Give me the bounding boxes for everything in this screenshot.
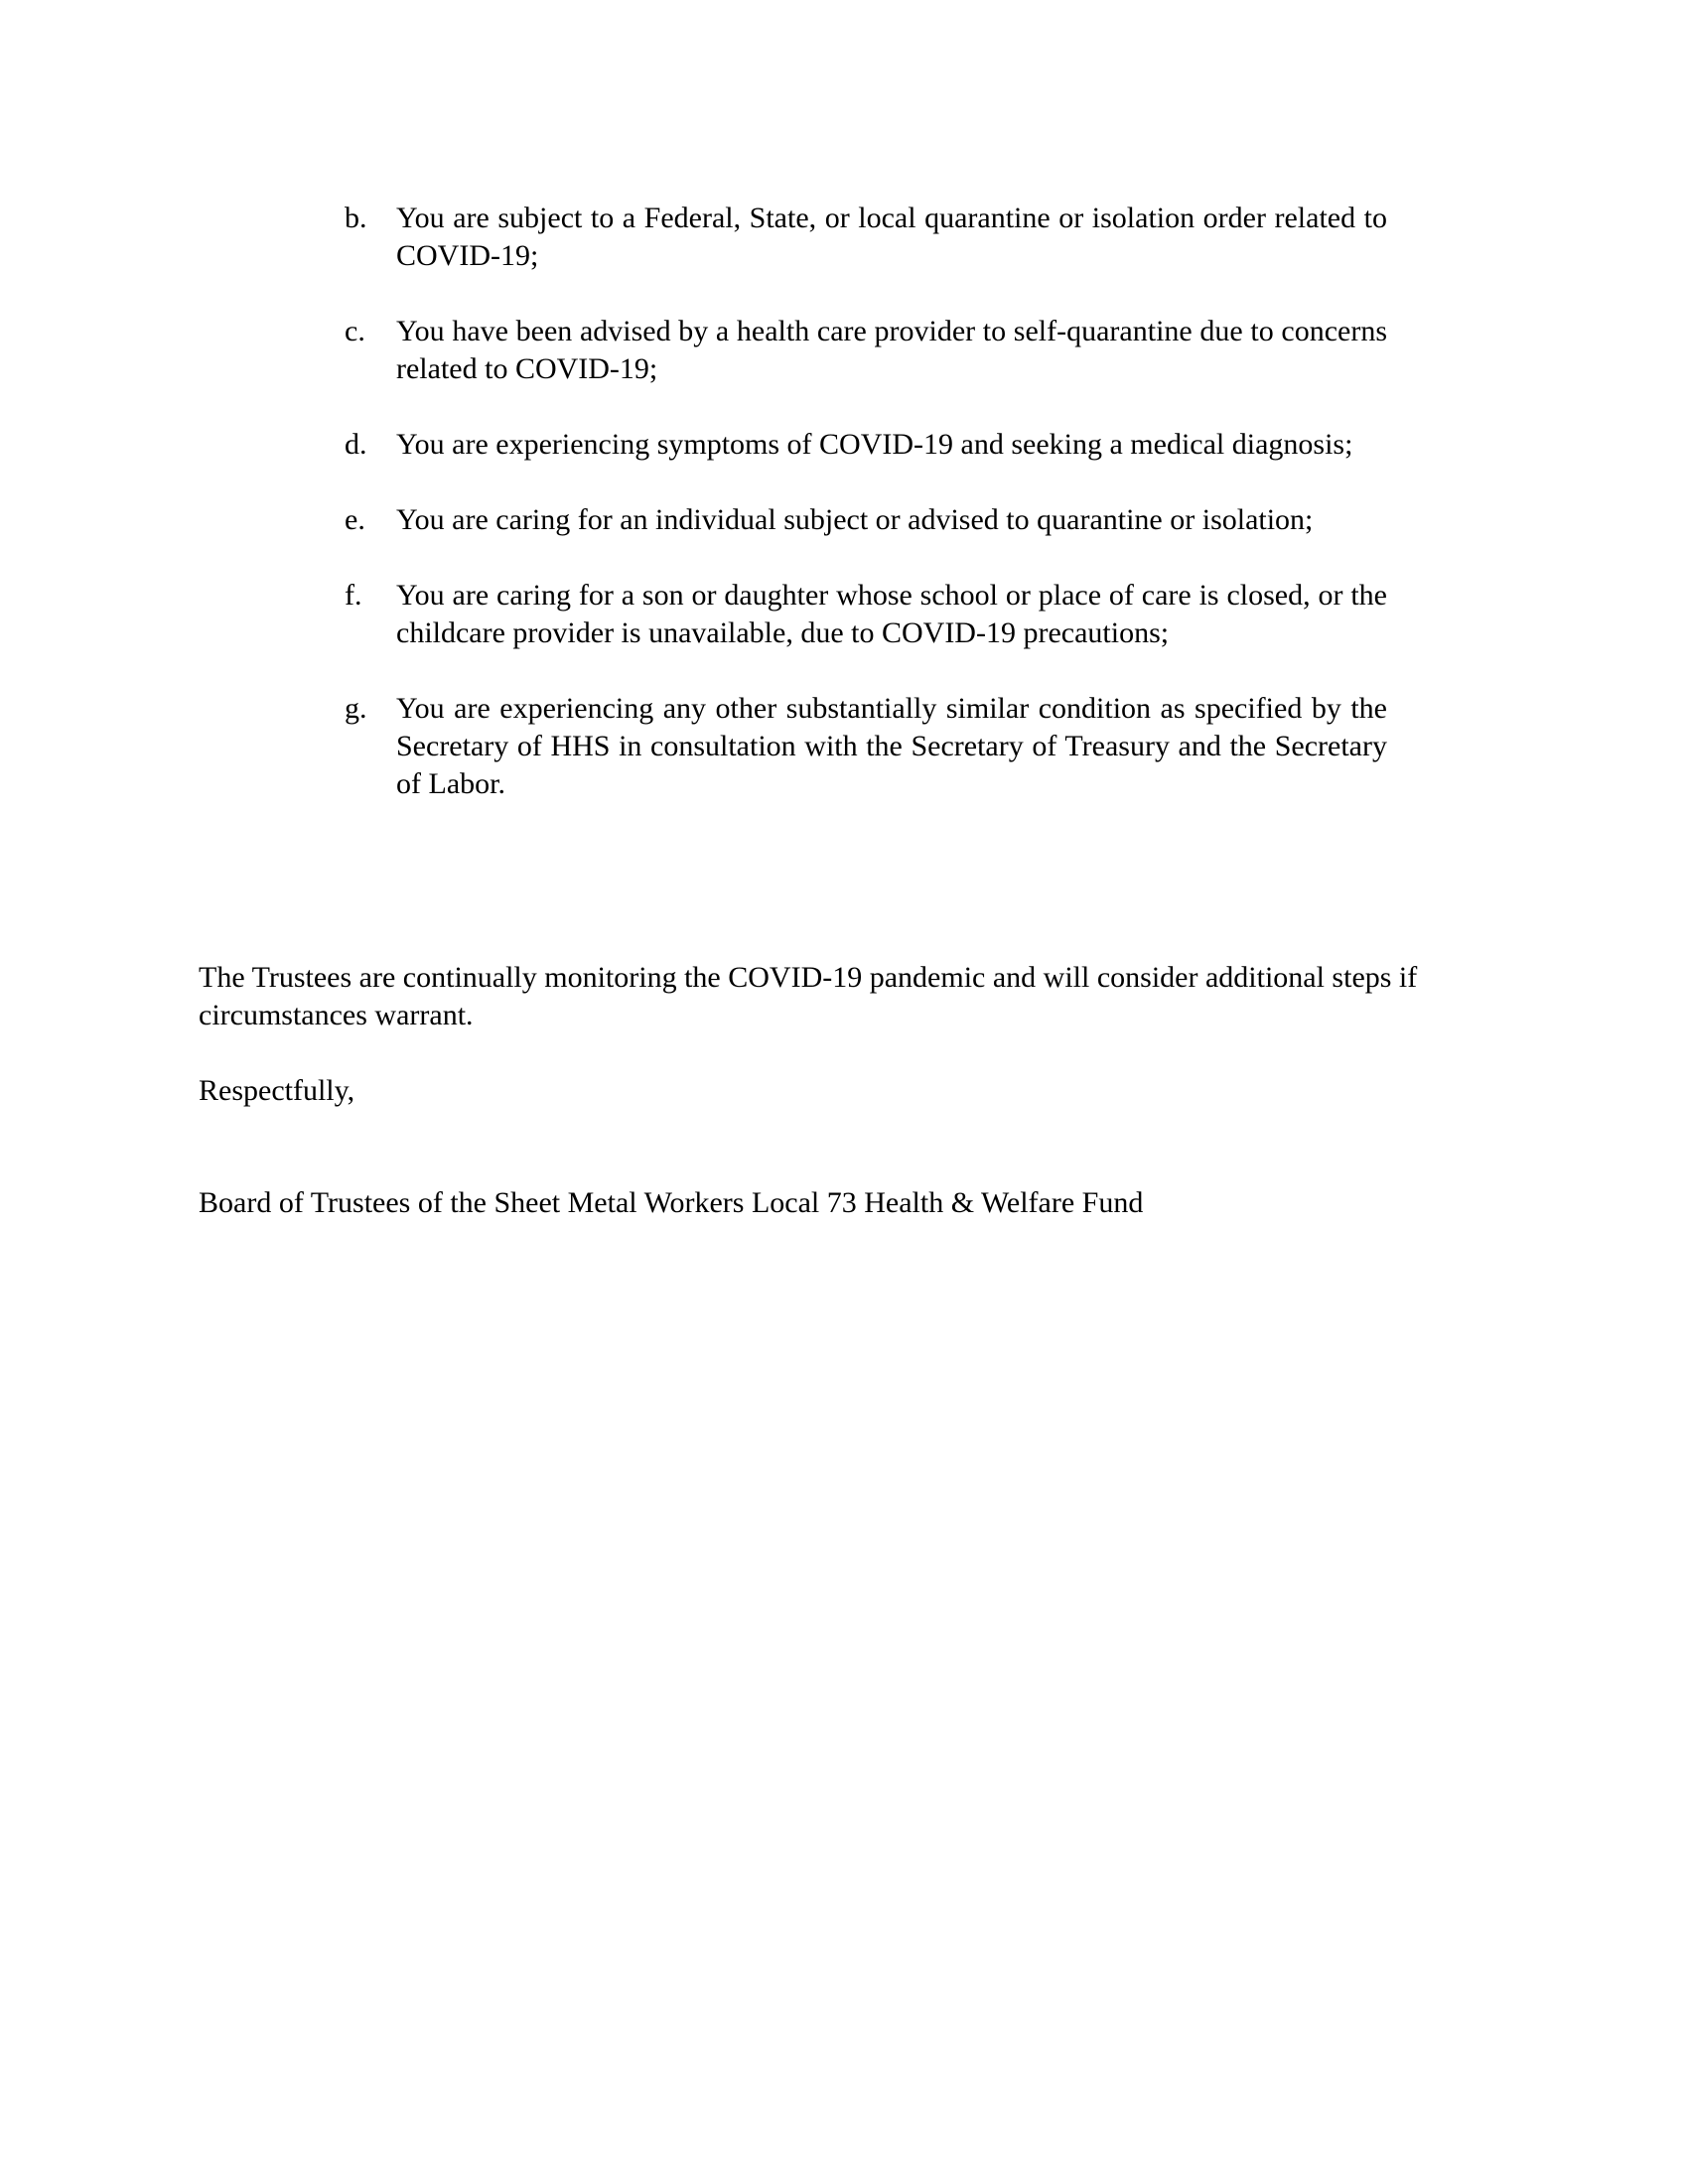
list-item xyxy=(345,313,1387,388)
condition-list xyxy=(345,200,1387,803)
signature-line: Board of Trustees of the Sheet Metal Workers Local 73 Health & Welfare Fund xyxy=(199,1186,1144,1219)
list-marker: g. xyxy=(345,692,367,725)
list-item xyxy=(345,690,1387,803)
list-marker: f. xyxy=(345,579,362,612)
list-marker: e. xyxy=(345,503,365,536)
list-item xyxy=(345,200,1387,275)
list-item xyxy=(345,501,1387,539)
list-marker: b. xyxy=(345,202,367,234)
list-item-text: You are subject to a Federal, State, or local quarantine or isolation order related to COVID-19; xyxy=(396,202,1387,272)
list-marker: d. xyxy=(345,428,367,461)
list-item-text: You are experiencing any other substantially similar condition as specified by the Secretary of HHS in consultation with the Secretary of Treasury and the Secretary of Labor. xyxy=(396,692,1387,800)
list-item-text: You are caring for an individual subject or advised to quarantine or isolation; xyxy=(396,503,1314,536)
salutation: Respectfully, xyxy=(199,1074,355,1107)
list-item-text: You have been advised by a health care provider to self-quarantine due to concerns related to COVID-19; xyxy=(396,315,1387,385)
list-marker: c. xyxy=(345,315,365,347)
list-item xyxy=(345,426,1387,464)
closing-paragraph: The Trustees are continually monitoring the COVID-19 pandemic and will consider additional steps if circumstances warrant. xyxy=(199,961,1418,1031)
list-item xyxy=(345,577,1387,652)
list-item-text: You are caring for a son or daughter whose school or place of care is closed, or the childcare provider is unavailable, due to COVID-19 precautions; xyxy=(396,579,1387,649)
list-item-text: You are experiencing symptoms of COVID-19 and seeking a medical diagnosis; xyxy=(396,428,1353,461)
